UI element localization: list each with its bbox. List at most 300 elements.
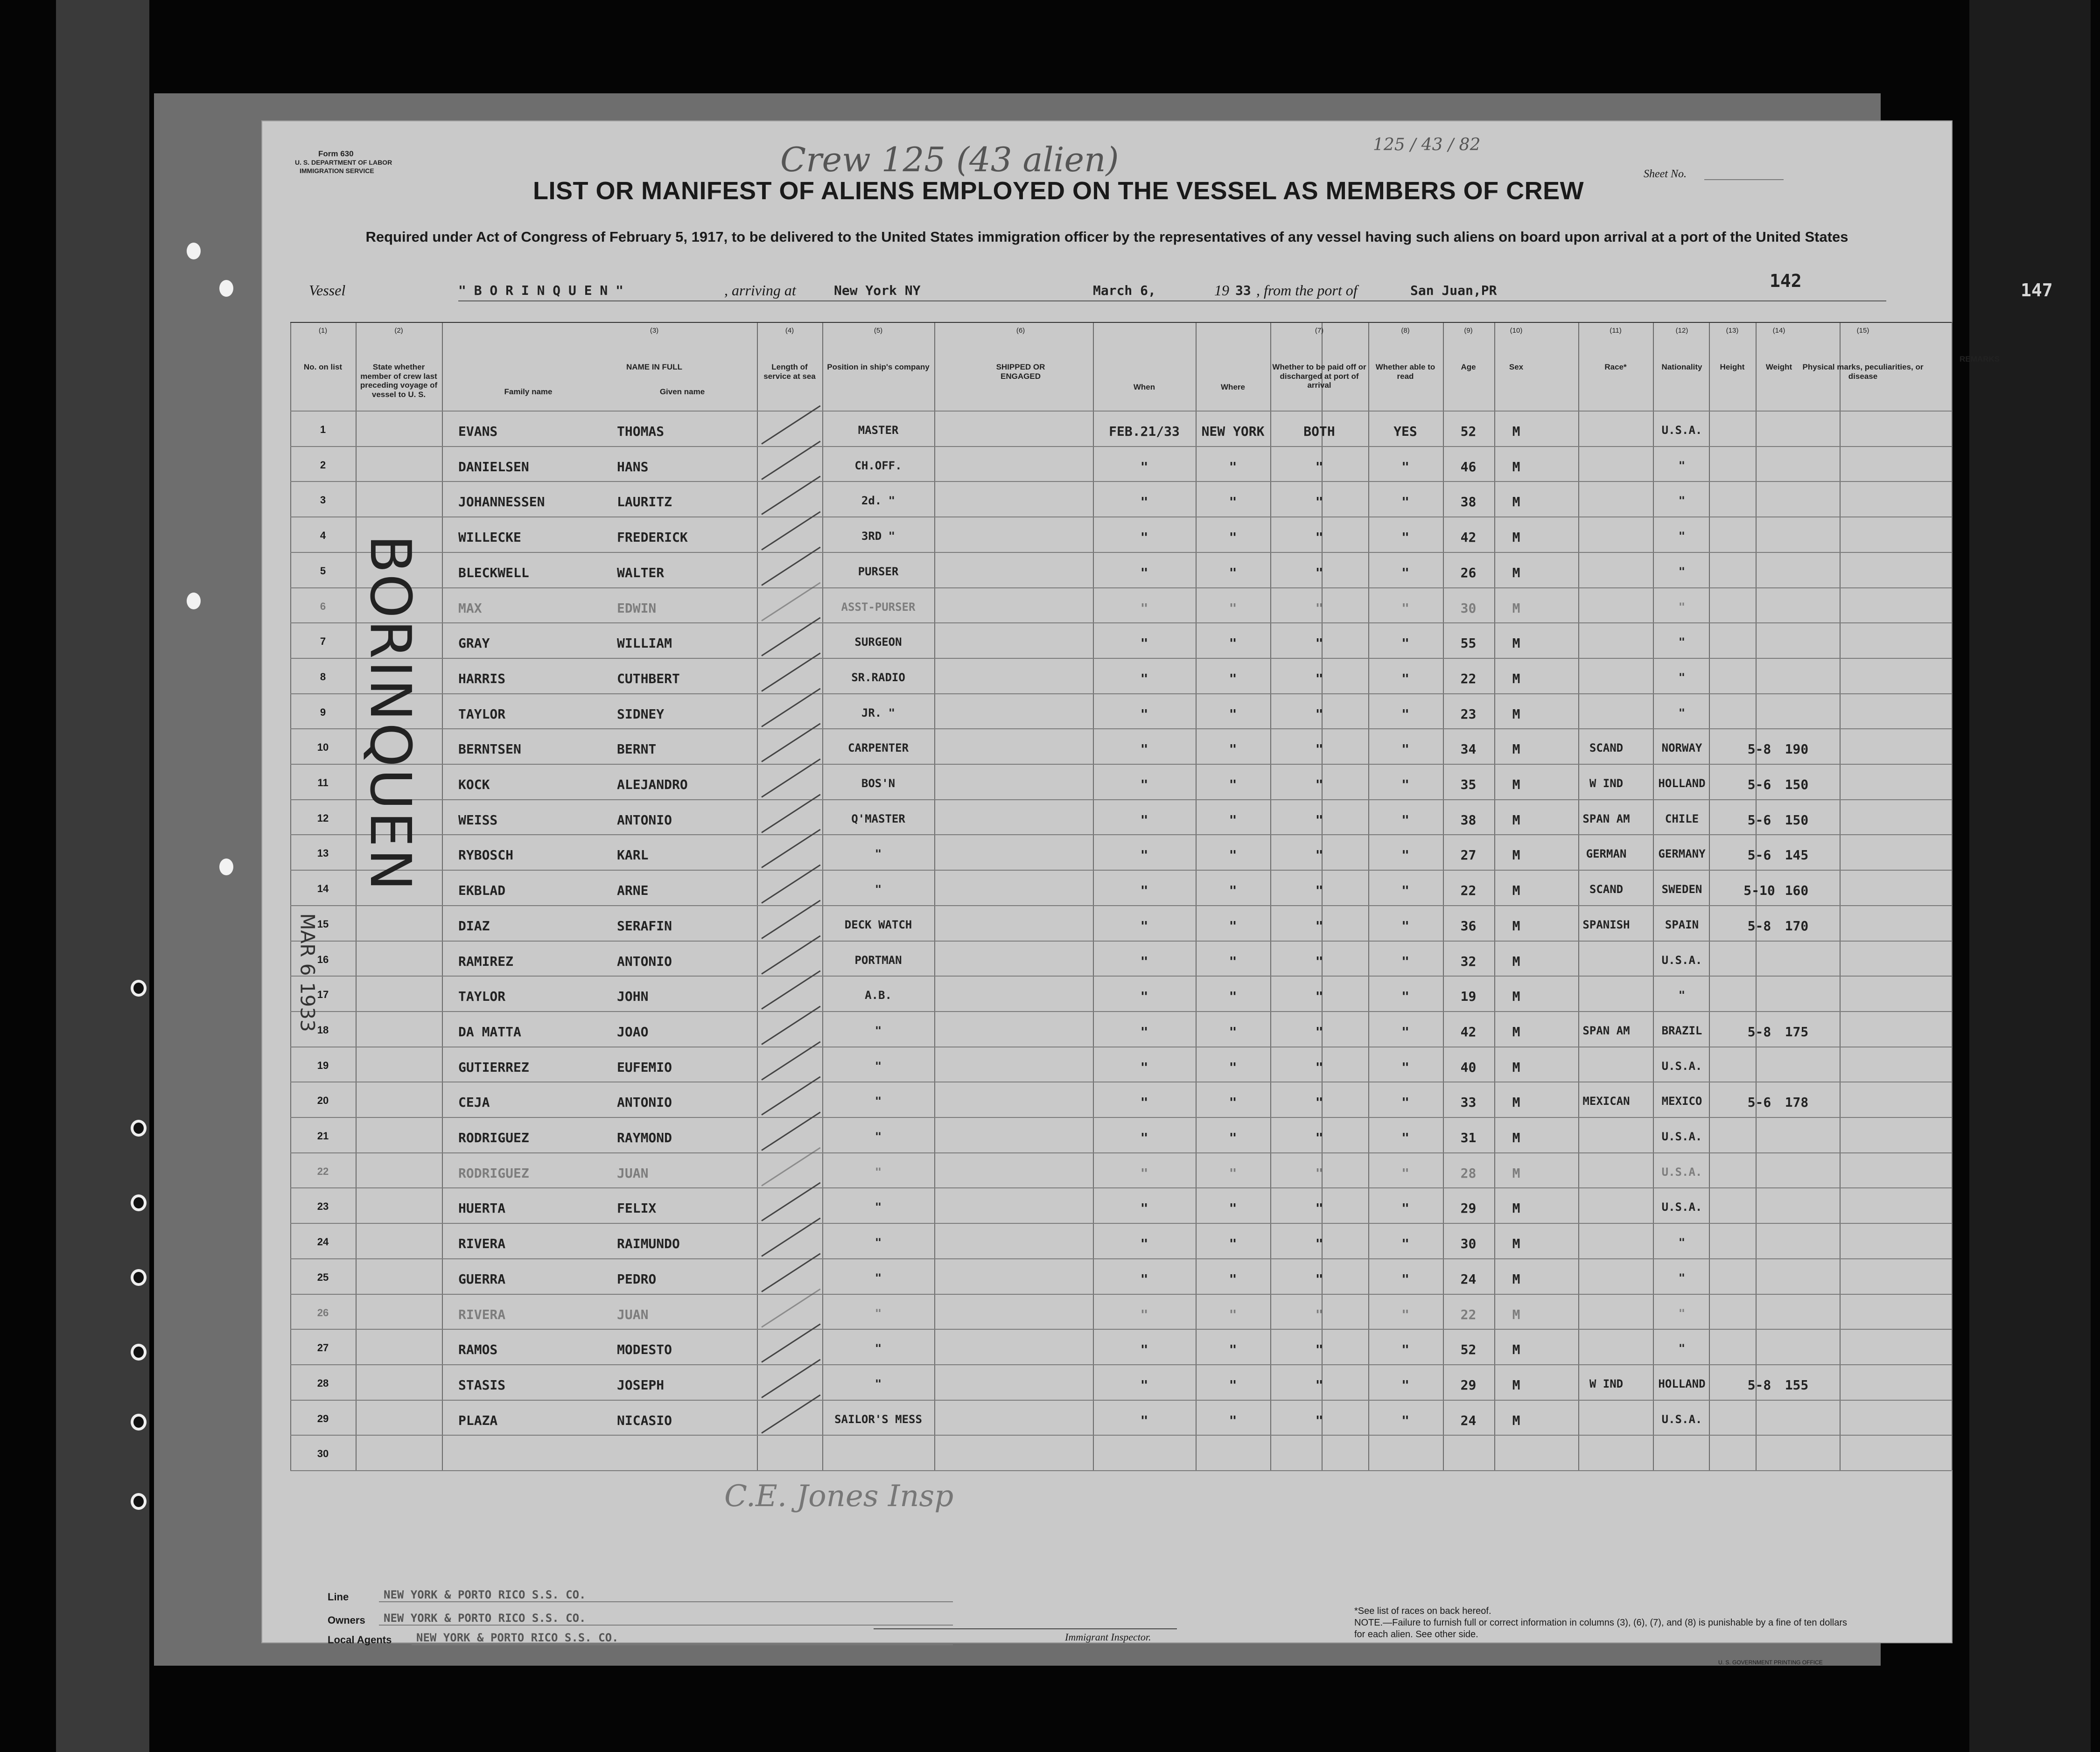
cell-given: KARL bbox=[617, 847, 649, 863]
cell-age: 52 bbox=[1460, 424, 1477, 439]
cell-height: 5-8 bbox=[1747, 741, 1771, 757]
cell-sex: M bbox=[1512, 1377, 1520, 1393]
cell-nationality: HOLLAND bbox=[1658, 1377, 1706, 1390]
column-header bbox=[759, 327, 820, 381]
table-row bbox=[262, 1435, 1952, 1470]
cell-no: 21 bbox=[317, 1130, 329, 1142]
column-label: REMARKS bbox=[1960, 355, 2000, 363]
cell-position: " bbox=[875, 1130, 882, 1143]
arriving-port: New York NY bbox=[834, 283, 921, 298]
cell-family: RAMIREZ bbox=[458, 953, 514, 969]
table-row bbox=[262, 976, 1952, 1011]
cell-nationality: " bbox=[1678, 600, 1686, 614]
punch-hole bbox=[219, 859, 233, 875]
column-label: Whether to be paid off or discharged at port of arrival bbox=[1272, 363, 1366, 390]
cell-read: " bbox=[1401, 1059, 1409, 1075]
agents-underline bbox=[412, 1644, 953, 1645]
cell-paid: " bbox=[1315, 1059, 1323, 1075]
table-row bbox=[262, 693, 1952, 729]
cell-age: 32 bbox=[1460, 953, 1477, 969]
cell-given: ALEJANDRO bbox=[617, 777, 688, 792]
column-header bbox=[1757, 327, 1801, 372]
cell-race: GERMAN bbox=[1586, 847, 1627, 861]
column-number: (13) bbox=[1726, 327, 1739, 335]
cell-position: " bbox=[875, 1271, 882, 1284]
cell-paid: " bbox=[1315, 1236, 1323, 1252]
cell-paid: " bbox=[1315, 600, 1323, 616]
cell-nationality: BRAZIL bbox=[1661, 1024, 1702, 1037]
cell-when: " bbox=[1140, 635, 1148, 651]
table-row bbox=[262, 905, 1952, 941]
cell-paid: " bbox=[1315, 1095, 1323, 1110]
cell-paid: " bbox=[1315, 741, 1323, 757]
cell-read: " bbox=[1401, 1342, 1409, 1358]
department-line: U. S. DEPARTMENT OF LABOR bbox=[295, 159, 392, 166]
check-mark bbox=[761, 1147, 820, 1186]
cell-family: TAYLOR bbox=[458, 706, 506, 722]
cell-sex: M bbox=[1512, 847, 1520, 863]
cell-sex: M bbox=[1512, 600, 1520, 616]
check-mark bbox=[761, 1253, 820, 1292]
cell-paid: " bbox=[1315, 847, 1323, 863]
cell-where: " bbox=[1229, 1377, 1237, 1393]
column-label: Whether able to read bbox=[1375, 363, 1435, 381]
column-label: Nationality bbox=[1661, 363, 1702, 372]
cell-family: MAX bbox=[458, 600, 482, 616]
line-label: Line bbox=[328, 1591, 349, 1603]
cell-no: 18 bbox=[317, 1024, 329, 1036]
cell-given: EUFEMIO bbox=[617, 1059, 672, 1075]
cell-family: RAMOS bbox=[458, 1342, 498, 1358]
table-row bbox=[262, 941, 1952, 976]
cell-nationality: CHILE bbox=[1665, 812, 1699, 825]
cell-nationality: U.S.A. bbox=[1661, 1059, 1702, 1073]
cell-where: " bbox=[1229, 1024, 1237, 1040]
cell-race: SCAND bbox=[1589, 883, 1624, 896]
cell-position: " bbox=[875, 1059, 882, 1073]
column-label: SHIPPED OR ENGAGED bbox=[996, 363, 1045, 381]
cell-family: RYBOSCH bbox=[458, 847, 514, 863]
cell-nationality: " bbox=[1678, 530, 1686, 543]
cell-when: " bbox=[1140, 1059, 1148, 1075]
races-note: *See list of races on back hereof. bbox=[1354, 1606, 1491, 1616]
cell-position: " bbox=[875, 1236, 882, 1249]
cell-given: NICASIO bbox=[617, 1412, 672, 1428]
cell-read: " bbox=[1401, 918, 1409, 934]
cell-paid: " bbox=[1315, 1130, 1323, 1145]
cell-age: 24 bbox=[1460, 1412, 1477, 1428]
cell-age: 34 bbox=[1460, 741, 1477, 757]
cell-given: FREDERICK bbox=[617, 530, 688, 545]
cell-position: BOS'N bbox=[861, 777, 896, 790]
cell-nationality: U.S.A. bbox=[1661, 1412, 1702, 1426]
cell-when: " bbox=[1140, 1377, 1148, 1393]
cell-sex: M bbox=[1512, 1130, 1520, 1145]
cell-race: W IND bbox=[1589, 1377, 1624, 1390]
cell-read: YES bbox=[1393, 424, 1417, 439]
cell-position: CH.OFF. bbox=[854, 459, 902, 472]
punch-hole bbox=[131, 980, 147, 997]
arriving-label: , arriving at bbox=[724, 282, 796, 299]
cell-family: STASIS bbox=[458, 1377, 506, 1393]
cell-position: PORTMAN bbox=[854, 953, 902, 967]
cell-no: 13 bbox=[317, 847, 329, 859]
cell-no: 28 bbox=[317, 1377, 329, 1389]
agents-label: Local Agents bbox=[328, 1634, 392, 1646]
manifest-sheet bbox=[261, 120, 2000, 1666]
cell-height: 5-6 bbox=[1747, 777, 1771, 792]
column-number: (3) bbox=[650, 327, 659, 335]
cell-sex: M bbox=[1512, 530, 1520, 545]
cell-no: 9 bbox=[320, 706, 326, 718]
column-header bbox=[1578, 327, 1653, 372]
page-title: LIST OR MANIFEST OF ALIENS EMPLOYED ON THE VESSEL AS MEMBERS OF CREW bbox=[533, 177, 1584, 205]
table-row bbox=[262, 1294, 1952, 1329]
cell-position: JR. " bbox=[861, 706, 896, 719]
inspector-signature: C.E. Jones Insp bbox=[724, 1479, 954, 1514]
handwritten-crew-count: Crew 125 (43 alien) bbox=[780, 140, 1119, 179]
cell-read: " bbox=[1401, 847, 1409, 863]
check-mark bbox=[761, 900, 820, 939]
cell-paid: " bbox=[1315, 1271, 1323, 1287]
table-row bbox=[262, 1011, 1952, 1047]
check-mark bbox=[761, 1218, 820, 1257]
cell-race: SPANISH bbox=[1582, 918, 1630, 931]
column-number: (8) bbox=[1401, 327, 1410, 335]
owners-value: NEW YORK & PORTO RICO S.S. CO. bbox=[384, 1612, 586, 1625]
cell-read: " bbox=[1401, 953, 1409, 969]
cell-when: " bbox=[1140, 1095, 1148, 1110]
cell-age: 33 bbox=[1460, 1095, 1477, 1110]
column-number: (6) bbox=[1016, 327, 1025, 335]
cell-family: RODRIGUEZ bbox=[458, 1130, 529, 1145]
cell-family: EVANS bbox=[458, 424, 498, 439]
check-mark bbox=[761, 1005, 820, 1045]
cell-no: 8 bbox=[320, 670, 326, 683]
cell-no: 17 bbox=[317, 989, 329, 1001]
column-label: State whether member of crew last preceding voyage of vessel to U. S. bbox=[360, 363, 438, 399]
column-header bbox=[1271, 327, 1367, 390]
column-number: (11) bbox=[1610, 327, 1622, 335]
punch-hole bbox=[131, 1269, 147, 1286]
cell-position: 3RD " bbox=[861, 530, 896, 543]
column-header bbox=[295, 327, 351, 372]
cell-position: " bbox=[875, 1201, 882, 1214]
page-subtitle: Required under Act of Congress of February 5, 1917, to be delivered to the United States immigration officer by the representatives of any vessel having such aliens on board upon arrival at a port of the United States bbox=[365, 229, 1848, 245]
cell-sex: M bbox=[1512, 494, 1520, 510]
cell-race: MEXICAN bbox=[1582, 1095, 1630, 1108]
punch-hole bbox=[131, 1493, 147, 1510]
cell-paid: " bbox=[1315, 1412, 1323, 1428]
table-row-rule bbox=[290, 1470, 1952, 1471]
cell-read: " bbox=[1401, 1377, 1409, 1393]
punch-hole bbox=[131, 1344, 147, 1361]
cell-weight: 170 bbox=[1785, 918, 1809, 934]
cell-no: 29 bbox=[317, 1412, 329, 1424]
cell-age: 36 bbox=[1460, 918, 1477, 934]
arrival-date: March 6, bbox=[1093, 283, 1156, 298]
column-header bbox=[1369, 327, 1442, 381]
check-mark bbox=[761, 970, 820, 1010]
table-top-rule bbox=[290, 322, 1952, 323]
cell-paid: " bbox=[1315, 1306, 1323, 1322]
vessel-underline bbox=[458, 300, 1886, 301]
cell-sex: M bbox=[1512, 424, 1520, 439]
cell-family: RIVERA bbox=[458, 1236, 506, 1252]
cell-family: DANIELSEN bbox=[458, 459, 529, 475]
cell-given: HANS bbox=[617, 459, 649, 475]
cell-when: " bbox=[1140, 670, 1148, 686]
column-label: No. on list bbox=[303, 363, 343, 372]
column-label: Length of service at sea bbox=[763, 363, 816, 381]
cell-age: 40 bbox=[1460, 1059, 1477, 1075]
cell-nationality: GERMANY bbox=[1658, 847, 1706, 861]
column-header bbox=[482, 387, 575, 397]
cell-weight: 150 bbox=[1785, 777, 1809, 792]
column-number: (15) bbox=[1856, 327, 1869, 335]
cell-family: WEISS bbox=[458, 812, 498, 828]
cell-no: 5 bbox=[320, 565, 326, 577]
cell-family: BLECKWELL bbox=[458, 565, 529, 580]
cell-age: 23 bbox=[1460, 706, 1477, 722]
cell-nationality: " bbox=[1678, 459, 1686, 472]
cell-when: " bbox=[1140, 1130, 1148, 1145]
cell-position: Q'MASTER bbox=[851, 812, 905, 825]
cell-nationality: " bbox=[1678, 635, 1686, 649]
cell-given: JOAO bbox=[617, 1024, 649, 1040]
check-mark bbox=[761, 794, 820, 833]
column-number: (5) bbox=[874, 327, 883, 335]
cell-given: EDWIN bbox=[617, 600, 657, 616]
cell-sex: M bbox=[1512, 883, 1520, 899]
cell-weight: 178 bbox=[1785, 1095, 1809, 1110]
from-port: San Juan,PR bbox=[1410, 283, 1497, 298]
column-label: Given name bbox=[659, 387, 705, 396]
check-mark bbox=[761, 935, 820, 974]
cell-given: CUTHBERT bbox=[617, 670, 680, 686]
fine-note: NOTE.—Failure to furnish full or correct information in columns (3), (6), (7), and (8) is punishable by a fine of ten dollars for each alien. See other side. bbox=[1354, 1618, 1847, 1640]
column-label: Where bbox=[1221, 383, 1245, 391]
cell-weight: 145 bbox=[1785, 847, 1809, 863]
check-mark bbox=[761, 582, 820, 621]
cell-race: SPAN AM bbox=[1582, 1024, 1630, 1037]
cell-given: ANTONIO bbox=[617, 812, 672, 828]
cell-no: 10 bbox=[317, 741, 329, 754]
table-row bbox=[262, 1364, 1952, 1400]
cell-no: 27 bbox=[317, 1342, 329, 1354]
cell-where: " bbox=[1229, 989, 1237, 1005]
cell-paid: " bbox=[1315, 1201, 1323, 1216]
cell-when: " bbox=[1140, 1236, 1148, 1252]
column-header bbox=[1654, 327, 1710, 372]
cell-where: " bbox=[1229, 1059, 1237, 1075]
table-row bbox=[262, 1258, 1952, 1294]
cell-sex: M bbox=[1512, 918, 1520, 934]
cell-age: 38 bbox=[1460, 494, 1477, 510]
cell-read: " bbox=[1401, 706, 1409, 722]
cell-position: " bbox=[875, 847, 882, 861]
column-label: Sex bbox=[1509, 363, 1524, 372]
cell-when: " bbox=[1140, 812, 1148, 828]
year-prefix: 19 bbox=[1214, 282, 1229, 299]
sheet-number-line bbox=[1704, 179, 1784, 180]
cell-no: 6 bbox=[320, 600, 326, 612]
cell-read: " bbox=[1401, 1130, 1409, 1145]
cell-where: " bbox=[1229, 1271, 1237, 1287]
vessel-label: Vessel bbox=[309, 282, 346, 299]
cell-no: 22 bbox=[317, 1165, 329, 1177]
cell-position: SURGEON bbox=[854, 635, 902, 649]
punch-hole bbox=[187, 243, 201, 259]
cell-nationality: MEXICO bbox=[1661, 1095, 1702, 1108]
column-number: (1) bbox=[318, 327, 328, 335]
column-label: Physical marks, peculiarities, or disease bbox=[1802, 363, 1924, 381]
cell-given: PEDRO bbox=[617, 1271, 657, 1287]
cell-no: 20 bbox=[317, 1095, 329, 1107]
inspector-label: Immigrant Inspector. bbox=[1065, 1631, 1151, 1643]
table-row bbox=[262, 1082, 1952, 1117]
cell-when: " bbox=[1140, 1342, 1148, 1358]
check-mark bbox=[761, 440, 820, 480]
cell-given: ARNE bbox=[617, 883, 649, 899]
column-header bbox=[1802, 327, 1924, 381]
scanner-strip-right bbox=[1969, 0, 2091, 1752]
column-number: (4) bbox=[785, 327, 794, 335]
check-mark bbox=[761, 1394, 820, 1433]
page-number-right: 147 bbox=[2021, 280, 2053, 300]
check-mark bbox=[761, 759, 820, 798]
service-line: IMMIGRATION SERVICE bbox=[300, 167, 374, 175]
column-header bbox=[1098, 383, 1191, 392]
cell-read: " bbox=[1401, 812, 1409, 828]
column-label: Race* bbox=[1604, 363, 1627, 372]
cell-family: CEJA bbox=[458, 1095, 490, 1110]
cell-nationality: " bbox=[1678, 1342, 1686, 1355]
cell-sex: M bbox=[1512, 1165, 1520, 1181]
cell-read: " bbox=[1401, 1412, 1409, 1428]
cell-sex: M bbox=[1512, 989, 1520, 1005]
cell-where: " bbox=[1229, 1236, 1237, 1252]
cell-age: 55 bbox=[1460, 635, 1477, 651]
column-label: Family name bbox=[504, 387, 553, 396]
cell-where: " bbox=[1229, 670, 1237, 686]
punch-hole bbox=[219, 280, 233, 297]
cell-weight: 155 bbox=[1785, 1377, 1809, 1393]
column-label: Age bbox=[1461, 363, 1476, 372]
line-value: NEW YORK & PORTO RICO S.S. CO. bbox=[384, 1588, 586, 1601]
cell-read: " bbox=[1401, 883, 1409, 899]
column-label: Weight bbox=[1765, 363, 1792, 372]
cell-nationality: " bbox=[1678, 989, 1686, 1002]
cell-position: DECK WATCH bbox=[844, 918, 912, 931]
check-mark bbox=[761, 617, 820, 656]
check-mark bbox=[761, 1182, 820, 1222]
cell-family: GUERRA bbox=[458, 1271, 506, 1287]
table-row bbox=[262, 446, 1952, 482]
cell-age: 35 bbox=[1460, 777, 1477, 792]
cell-age: 24 bbox=[1460, 1271, 1477, 1287]
cell-no: 23 bbox=[317, 1201, 329, 1213]
arrival-year: 33 bbox=[1235, 283, 1251, 298]
table-row bbox=[262, 1187, 1952, 1223]
cell-no: 14 bbox=[317, 883, 329, 895]
cell-family: DA MATTA bbox=[458, 1024, 521, 1040]
form-number: Form 630 bbox=[318, 149, 354, 158]
column-label: NAME IN FULL bbox=[626, 363, 682, 372]
column-header bbox=[1444, 327, 1493, 372]
cell-nationality: HOLLAND bbox=[1658, 777, 1706, 790]
cell-position: " bbox=[875, 883, 882, 896]
check-mark bbox=[761, 865, 820, 904]
cell-family: GRAY bbox=[458, 635, 490, 651]
cell-where: " bbox=[1229, 1342, 1237, 1358]
cell-paid: " bbox=[1315, 530, 1323, 545]
cell-height: 5-10 bbox=[1743, 883, 1775, 899]
cell-when: " bbox=[1140, 741, 1148, 757]
handwritten-tally: 125 / 43 / 82 bbox=[1373, 135, 1481, 154]
cell-given: JOSEPH bbox=[617, 1377, 665, 1393]
check-mark bbox=[761, 1324, 820, 1363]
cell-sex: M bbox=[1512, 670, 1520, 686]
cell-nationality: U.S.A. bbox=[1661, 424, 1702, 437]
cell-given: FELIX bbox=[617, 1201, 657, 1216]
cell-where: " bbox=[1229, 883, 1237, 899]
cell-paid: " bbox=[1315, 883, 1323, 899]
cell-family: RODRIGUEZ bbox=[458, 1165, 529, 1181]
punch-hole bbox=[131, 1120, 147, 1137]
cell-given: JUAN bbox=[617, 1165, 649, 1181]
check-mark bbox=[761, 829, 820, 868]
cell-no: 3 bbox=[320, 494, 326, 506]
cell-position: " bbox=[875, 1377, 882, 1390]
column-header bbox=[825, 327, 932, 372]
cell-read: " bbox=[1401, 565, 1409, 580]
cell-nationality: U.S.A. bbox=[1661, 1130, 1702, 1143]
cell-given: SIDNEY bbox=[617, 706, 665, 722]
cell-no: 15 bbox=[317, 918, 329, 930]
table-row bbox=[262, 870, 1952, 905]
cell-sex: M bbox=[1512, 635, 1520, 651]
cell-where: " bbox=[1229, 459, 1237, 475]
cell-weight: 175 bbox=[1785, 1024, 1809, 1040]
cell-paid: " bbox=[1315, 1024, 1323, 1040]
column-number: (9) bbox=[1464, 327, 1473, 335]
table-row bbox=[262, 1152, 1952, 1188]
cell-position: PURSER bbox=[858, 565, 899, 578]
page-number: 142 bbox=[1770, 271, 1802, 291]
cell-position: ASST-PURSER bbox=[841, 600, 916, 614]
cell-age: 22 bbox=[1460, 1306, 1477, 1322]
cell-nationality: SWEDEN bbox=[1661, 883, 1702, 896]
cell-age: 42 bbox=[1460, 1024, 1477, 1040]
cell-when: " bbox=[1140, 1165, 1148, 1181]
cell-age: 29 bbox=[1460, 1377, 1477, 1393]
cell-when: " bbox=[1140, 883, 1148, 899]
cell-paid: " bbox=[1315, 1342, 1323, 1358]
table-row bbox=[262, 658, 1952, 693]
cell-paid: " bbox=[1315, 1165, 1323, 1181]
cell-where: " bbox=[1229, 847, 1237, 863]
cell-when: " bbox=[1140, 494, 1148, 510]
cell-sex: M bbox=[1512, 1059, 1520, 1075]
cell-weight: 190 bbox=[1785, 741, 1809, 757]
cell-nationality: U.S.A. bbox=[1661, 953, 1702, 967]
cell-read: " bbox=[1401, 530, 1409, 545]
cell-sex: M bbox=[1512, 1342, 1520, 1358]
column-label: When bbox=[1133, 383, 1155, 391]
cell-nationality: " bbox=[1678, 565, 1686, 578]
cell-nationality: " bbox=[1678, 494, 1686, 508]
